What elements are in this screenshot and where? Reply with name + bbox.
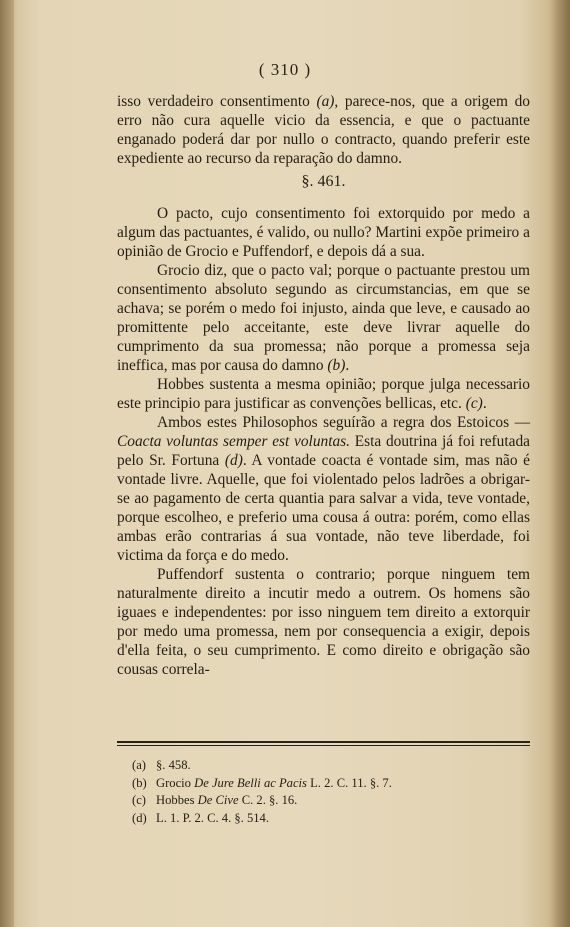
text-run: Puffendorf sustenta o contrario; porque ninguem tem naturalmente direito a incutir medo a outrem. Os homens são iguaes e independentes: por isso ninguem tem direito a extorquir por medo uma promessa, nem por consequencia a exigir, depois d'ella feita, o seu cumprimento. E como direito e obrigação são cousas correla-: [117, 566, 530, 678]
italic-text: (c): [465, 395, 483, 412]
text-run: O pacto, cujo consentimento foi extorquido por medo a algum das pactuantes, é valido, ou nullo? Martini expõe primeiro a opinião de Grocio e Puffendorf, e depois dá a sua.: [117, 205, 530, 260]
page-number: ( 310 ): [258, 60, 312, 79]
paragraph-pacto-question: [117, 204, 530, 261]
footnote-text: §. 458.: [156, 758, 191, 772]
text-run: Grocio diz, que o pacto val; porque o pactuante prestou um consentimento absoluto segundo as circumstancias, em que se achava; se porém o medo foi injusto, ainda que leve, e causado ao promittente pelo acceitante, este deve livrar aquelle do cumprimento da sua promessa; não porque a promessa seja ineffica, mas por causa do damno: [117, 262, 530, 374]
footnote-c: [132, 792, 512, 810]
italic-text: (d): [224, 452, 243, 469]
footnote-title: De Cive: [197, 793, 239, 807]
footnote-rule-thin: [117, 745, 530, 746]
page-gutter: [0, 0, 14, 927]
italic-text: (b): [327, 357, 346, 374]
footnote-d: [132, 810, 512, 828]
footnote-rule: [117, 741, 530, 743]
footnote-a: [132, 757, 512, 775]
paragraph-hobbes: [117, 375, 530, 413]
footnote-text: L. 1. P. 2. C. 4. §. 514.: [156, 810, 270, 825]
text-run: isso verdadeiro consentimento: [117, 93, 317, 110]
footnotes: [132, 757, 512, 827]
footnote-mark: (c): [132, 793, 146, 807]
text-run: .: [345, 357, 350, 374]
paragraph-continuation: [117, 92, 530, 168]
body-text: [117, 92, 530, 679]
page-edge-shadow: [548, 0, 570, 927]
footnote-mark: (d): [132, 810, 147, 825]
footnote-b: [132, 775, 512, 793]
paragraph-puffendorf: [117, 565, 530, 679]
paragraph-estoicos: [117, 413, 530, 565]
footnote-text: Grocio: [156, 775, 195, 790]
section-heading: §. 461.: [301, 173, 346, 190]
footnote-mark: (b): [132, 775, 147, 790]
footnote-text: Hobbes: [156, 793, 198, 807]
italic-text: (a): [316, 93, 335, 110]
text-run: , parece-nos, que a origem do erro não cura aquelle vicio da essencia, e que o pactuante enganado poderá dar por nullo o contracto, quando preferir este expediente ao recurso da reparação do damno.: [117, 93, 531, 167]
footnote-ref: L. 2. C. 11. §. 7.: [306, 775, 392, 790]
footnote-ref: C. 2. §. 16.: [238, 793, 298, 807]
text-run: Esta doutrina já foi refutada pelo Sr. Fortuna: [117, 433, 531, 469]
footnote-mark: (a): [132, 758, 146, 772]
text-run: .: [482, 395, 487, 412]
text-run: Ambos estes Philosophos seguírão a regra dos Estoicos —: [157, 414, 530, 431]
text-run: Hobbes sustenta a mesma opinião; porque julga necessario este principio para justificar as convenções bellicas, etc.: [117, 376, 530, 412]
paragraph-grocio: [117, 261, 530, 375]
italic-text: Coacta voluntas semper est voluntas.: [117, 433, 351, 450]
footnote-title: De Jure Belli ac Pacis: [194, 775, 307, 790]
text-run: . A vontade coacta é vontade sim, mas não é vontade livre. Aquelle, que foi violentado pelos ladrões a obrigar-se ao pagamento de certa quantia para salvar a vida, teve vontade, porque escolheo, e preferio uma cousa á outra: porém, como ellas ambas erão contrarias á sua vontade, não teve liberdade, foi victima da força e do medo.: [117, 452, 530, 564]
